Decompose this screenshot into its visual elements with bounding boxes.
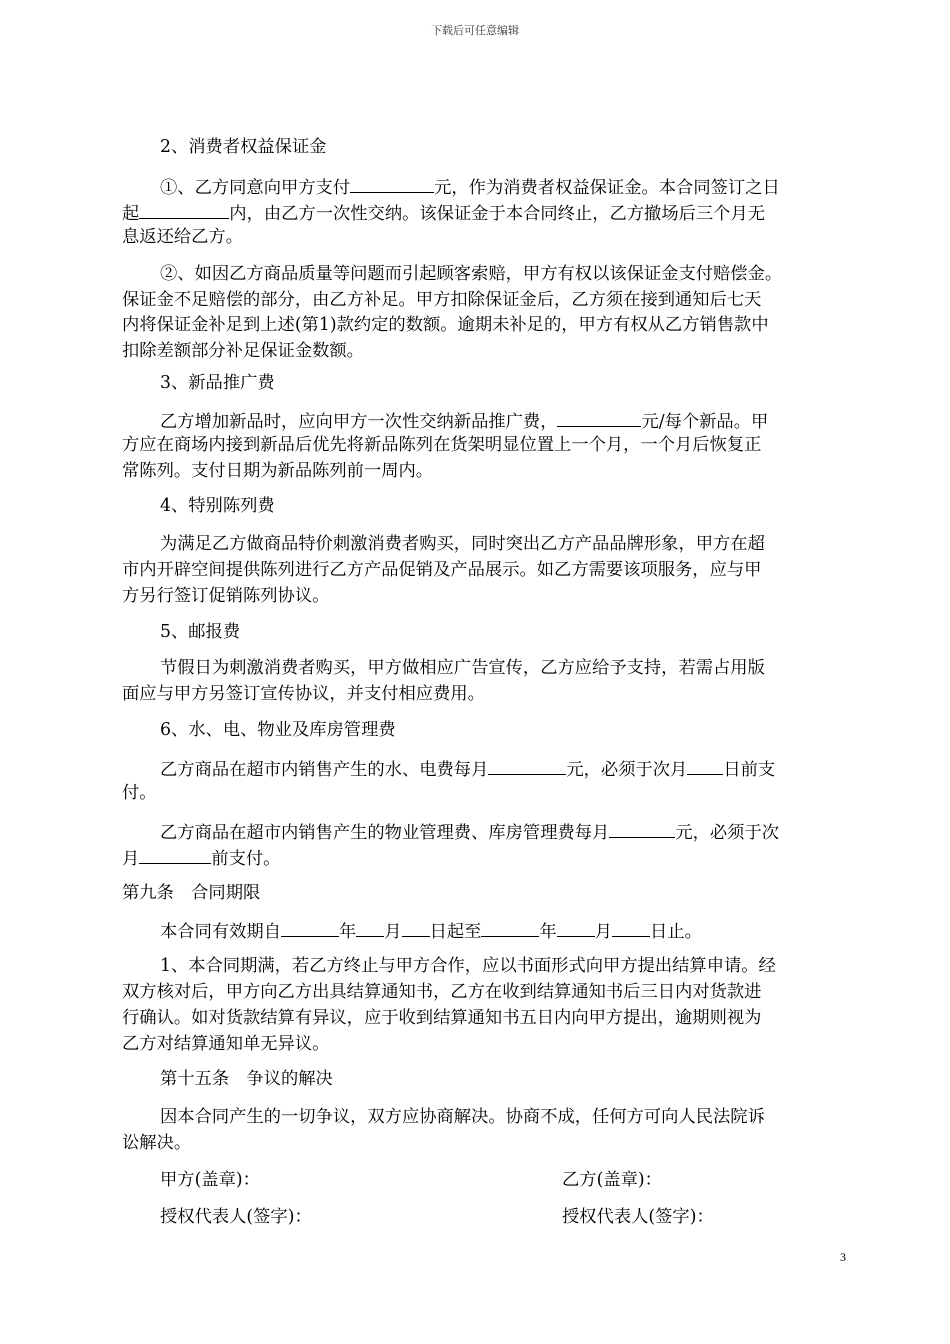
section-heading: 6、水、电、物业及库房管理费 bbox=[160, 720, 396, 740]
paragraph-line: 1、本合同期满，若乙方终止与甲方合作，应以书面形式向甲方提出结算申请。经 bbox=[160, 956, 776, 976]
article-heading: 第九条 合同期限 bbox=[122, 883, 261, 903]
paragraph-line: 常陈列。支付日期为新品陈列前一周内。 bbox=[122, 461, 434, 481]
paragraph-line: 本合同有效期自 年 月 日起至 年 月 日止。 bbox=[160, 919, 880, 942]
fill-in-blank bbox=[402, 919, 430, 937]
fill-in-blank bbox=[350, 175, 434, 193]
paragraph-line: 双方核对后，甲方向乙方出具结算通知书，乙方在收到结算通知书后三日内对货款进 bbox=[122, 982, 762, 1002]
paragraph-line: ①、乙方同意向甲方支付 元，作为消费者权益保证金。本合同签订之日 bbox=[160, 175, 880, 198]
fill-in-blank bbox=[612, 919, 650, 937]
fill-in-blank bbox=[687, 757, 723, 775]
party-b-representative-label: 授权代表人(签字)： bbox=[562, 1207, 714, 1227]
section-heading: 2、消费者权益保证金 bbox=[160, 137, 327, 157]
paragraph-line: 方应在商场内接到新品后优先将新品陈列在货架明显位置上一个月，一个月后恢复正 bbox=[122, 435, 762, 455]
fill-in-blank bbox=[281, 919, 339, 937]
paragraph-line: 付。 bbox=[122, 783, 157, 803]
paragraph-line: 节假日为刺激消费者购买，甲方做相应广告宣传，乙方应给予支持，若需占用版 bbox=[160, 658, 765, 678]
paragraph-line: 讼解决。 bbox=[122, 1133, 192, 1153]
paragraph-line: 乙方对结算通知单无异议。 bbox=[122, 1034, 330, 1054]
paragraph-line: 面应与甲方另签订宣传协议，并支付相应费用。 bbox=[122, 684, 485, 704]
party-a-seal-label: 甲方(盖章)： bbox=[160, 1170, 260, 1190]
paragraph-line: 因本合同产生的一切争议，双方应协商解决。协商不成，任何方可向人民法院诉 bbox=[160, 1107, 765, 1127]
paragraph-line: 乙方商品在超市内销售产生的物业管理费、库房管理费每月 元，必须于次 bbox=[160, 820, 880, 843]
section-heading: 3、新品推广费 bbox=[160, 373, 275, 393]
paragraph-line: 方另行签订促销陈列协议。 bbox=[122, 586, 330, 606]
paragraph-line: 乙方商品在超市内销售产生的水、电费每月 元，必须于次月 日前支 bbox=[160, 757, 880, 780]
fill-in-blank bbox=[488, 757, 566, 775]
party-a-representative-label: 授权代表人(签字)： bbox=[160, 1207, 312, 1227]
page-number: 3 bbox=[840, 1250, 846, 1264]
paragraph-line: 行确认。如对货款结算有异议，应于收到结算通知书五日内向甲方提出，逾期则视为 bbox=[122, 1008, 762, 1028]
paragraph-line: 保证金不足赔偿的部分，由乙方补足。甲方扣除保证金后，乙方须在接到通知后七天 bbox=[122, 290, 762, 310]
fill-in-blank bbox=[139, 201, 229, 219]
section-heading: 5、邮报费 bbox=[160, 622, 241, 642]
fill-in-blank bbox=[557, 919, 595, 937]
paragraph-line: 内将保证金补足到上述(第1)款约定的数额。逾期未补足的，甲方有权从乙方销售款中 bbox=[122, 315, 769, 335]
paragraph-line: 为满足乙方做商品特价刺激消费者购买，同时突出乙方产品品牌形象，甲方在超 bbox=[160, 534, 765, 554]
paragraph-line: ②、如因乙方商品质量等问题而引起顾客索赔，甲方有权以该保证金支付赔偿金。 bbox=[160, 264, 783, 284]
fill-in-blank bbox=[356, 919, 384, 937]
fill-in-blank bbox=[481, 919, 539, 937]
section-heading: 4、特别陈列费 bbox=[160, 496, 275, 516]
paragraph-line: 息返还给乙方。 bbox=[122, 227, 243, 247]
paragraph-line: 乙方增加新品时，应向甲方一次性交纳新品推广费， 元/每个新品。甲 bbox=[160, 409, 880, 432]
page-header: 下载后可任意编辑 bbox=[431, 24, 519, 37]
fill-in-blank bbox=[557, 409, 641, 427]
fill-in-blank bbox=[609, 820, 675, 838]
paragraph-line: 起 内，由乙方一次性交纳。该保证金于本合同终止，乙方撤场后三个月无 bbox=[122, 201, 842, 224]
party-b-seal-label: 乙方(盖章)： bbox=[562, 1170, 662, 1190]
article-heading: 第十五条 争议的解决 bbox=[160, 1069, 333, 1089]
paragraph-line: 月 前支付。 bbox=[122, 846, 842, 869]
fill-in-blank bbox=[139, 846, 211, 864]
paragraph-line: 市内开辟空间提供陈列进行乙方产品促销及产品展示。如乙方需要该项服务，应与甲 bbox=[122, 560, 762, 580]
paragraph-line: 扣除差额部分补足保证金数额。 bbox=[122, 341, 364, 361]
